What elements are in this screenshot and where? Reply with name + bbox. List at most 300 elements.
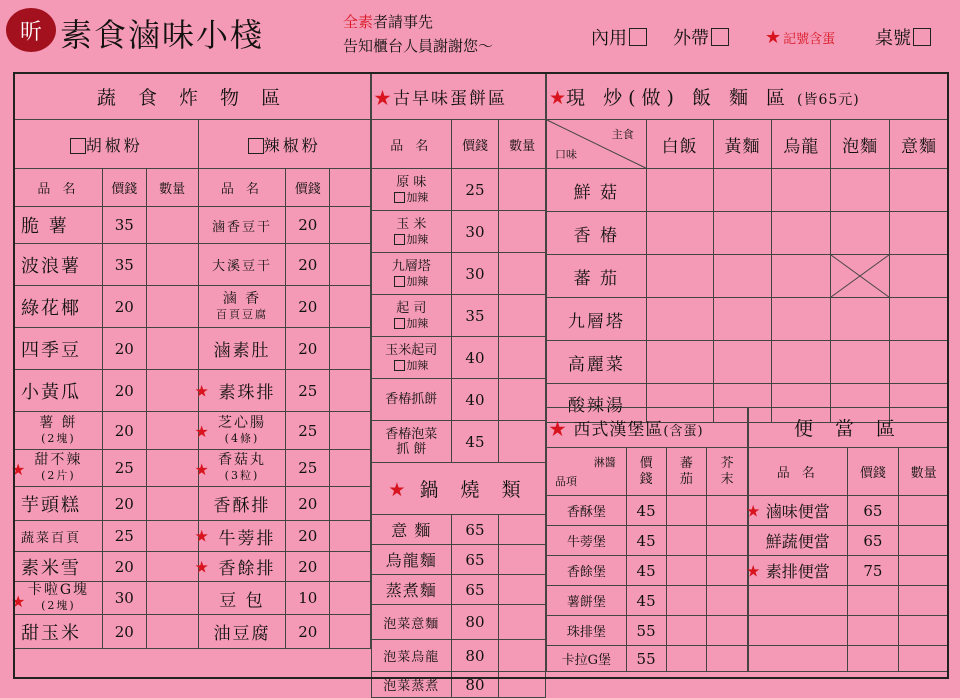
- item-name: [194, 521, 286, 552]
- item-name: [194, 450, 286, 487]
- item-name: [372, 575, 452, 605]
- item-name: [372, 515, 452, 545]
- item-price: [102, 412, 146, 450]
- taste-label: 口味: [555, 148, 577, 161]
- quantity-cell[interactable]: [899, 556, 949, 586]
- spicy-label: 加辣: [406, 316, 429, 330]
- bento-title: 便 當 區: [749, 408, 949, 448]
- item-name-text: 蔬菜百頁: [21, 530, 82, 546]
- item-name-text: 素米雪: [21, 557, 81, 579]
- ketchup-cell[interactable]: [666, 526, 707, 556]
- price-text: 25: [298, 421, 318, 440]
- rice-title: 現 炒(做) 飯 麵 區: [566, 87, 792, 109]
- star-icon: ★: [549, 420, 567, 440]
- order-cell[interactable]: [713, 298, 772, 341]
- ketchup-cell[interactable]: [666, 616, 707, 646]
- vegan-note-line2: 告知櫃台人員謝謝您～: [343, 37, 494, 55]
- item-name: [194, 552, 286, 582]
- order-cell[interactable]: [646, 212, 713, 255]
- table-row: [15, 487, 371, 521]
- empty-cell: [899, 646, 949, 672]
- flavor-label: 酸辣湯: [567, 395, 625, 416]
- take-out-label: 外帶: [673, 28, 709, 49]
- chili-checkbox[interactable]: [248, 138, 264, 154]
- spicy-option: [372, 232, 451, 247]
- spicy-checkbox[interactable]: [394, 276, 405, 287]
- price-text: 20: [114, 297, 134, 316]
- item-name: [194, 412, 286, 450]
- item-name-text: 滷 香: [222, 290, 262, 307]
- mustard-cell[interactable]: [707, 496, 748, 526]
- quantity-cell[interactable]: [499, 337, 546, 379]
- price-text: 20: [298, 216, 318, 234]
- take-out-checkbox[interactable]: [711, 28, 729, 46]
- item-name-text: 滷素肚: [213, 341, 271, 361]
- pot-title-cell: [372, 463, 546, 515]
- table-row: [15, 552, 371, 582]
- table-row: [15, 286, 371, 328]
- quantity-cell[interactable]: [330, 370, 371, 412]
- quantity-cell[interactable]: [146, 552, 198, 582]
- order-cell[interactable]: [831, 298, 890, 341]
- take-out-option[interactable]: [673, 24, 729, 50]
- unavailable-cell: [831, 255, 890, 298]
- item-name-text: 油豆腐: [213, 624, 271, 644]
- col-mustard-label: 芥末: [720, 455, 734, 487]
- star-icon: ★: [549, 87, 567, 109]
- item-name: [15, 615, 103, 649]
- quantity-cell[interactable]: [499, 211, 546, 253]
- pot-title: 鍋 燒 類: [419, 479, 529, 501]
- price-text: 20: [114, 557, 134, 576]
- item-name: [15, 487, 103, 521]
- quantity-cell[interactable]: [330, 487, 371, 521]
- table-row: [372, 211, 546, 253]
- price-text: 20: [114, 381, 134, 400]
- quantity-cell[interactable]: [499, 295, 546, 337]
- table-row: [547, 616, 748, 646]
- quantity-cell[interactable]: [330, 582, 371, 615]
- fried-table: [11, 73, 371, 649]
- quantity-cell[interactable]: [330, 286, 371, 328]
- item-name-text: 九層塔: [391, 258, 431, 274]
- item-name-text: 薯餅堡: [566, 595, 606, 610]
- order-cell[interactable]: [890, 255, 949, 298]
- table-row: [372, 545, 546, 575]
- item-name: [547, 616, 627, 646]
- price-text: 80: [465, 613, 485, 631]
- item-name-text: 素珠排: [218, 383, 276, 403]
- item-price: [451, 379, 499, 421]
- quantity-cell[interactable]: [330, 521, 371, 552]
- item-name: [372, 640, 452, 672]
- quantity-cell[interactable]: [330, 412, 371, 450]
- table-row: [372, 575, 546, 605]
- pancake-title-cell: [372, 74, 546, 120]
- price-text: 25: [298, 381, 318, 400]
- staple-header: [713, 120, 772, 169]
- table-row: [547, 298, 949, 341]
- empty-cell: [899, 586, 949, 616]
- vegan-note: [343, 10, 493, 58]
- table-row: [15, 328, 371, 370]
- order-cell[interactable]: [831, 169, 890, 212]
- quantity-cell[interactable]: [330, 244, 371, 286]
- price-text: 20: [298, 255, 318, 274]
- item-name: [198, 328, 286, 370]
- spicy-label: 加辣: [406, 232, 429, 246]
- col-price: 價錢: [847, 448, 899, 496]
- item-price: [286, 450, 330, 487]
- quantity-cell[interactable]: [899, 496, 949, 526]
- item-price: [286, 244, 330, 286]
- item-price: [847, 496, 899, 526]
- item-name-text: 四季豆: [21, 339, 81, 361]
- staple-label: 意麵: [901, 136, 938, 157]
- table-row: [372, 672, 546, 698]
- price-text: 55: [636, 649, 656, 668]
- item-name: [194, 370, 286, 412]
- price-text: 25: [298, 459, 318, 477]
- rice-title-note: (皆65元): [797, 92, 860, 108]
- ketchup-cell[interactable]: [666, 646, 707, 672]
- item-price: [286, 370, 330, 412]
- quantity-cell[interactable]: [146, 487, 198, 521]
- table-row: [547, 169, 949, 212]
- quantity-cell[interactable]: [499, 379, 546, 421]
- item-note: (3粒): [224, 469, 260, 482]
- rice-title-cell: [547, 74, 949, 120]
- table-row: [749, 526, 949, 556]
- price-text: 30: [465, 264, 485, 283]
- item-name: [198, 487, 286, 521]
- dine-in-option[interactable]: [591, 24, 647, 50]
- dine-in-checkbox[interactable]: [629, 28, 647, 46]
- item-name: [15, 521, 103, 552]
- item-name: [15, 286, 103, 328]
- item-price: [102, 582, 146, 615]
- price-text: 20: [298, 339, 318, 358]
- quantity-cell[interactable]: [146, 286, 198, 328]
- quantity-cell[interactable]: [499, 169, 546, 211]
- item-price: [102, 370, 146, 412]
- star-icon: ★: [11, 592, 26, 611]
- quantity-cell[interactable]: [499, 672, 546, 698]
- table-row: [15, 244, 371, 286]
- item-name-text: 脆 薯: [21, 216, 69, 237]
- item-price: [102, 521, 146, 552]
- order-cell[interactable]: [831, 212, 890, 255]
- dine-in-label: 內用: [591, 28, 627, 49]
- price-text: 45: [636, 591, 656, 610]
- item-name-text: 泡菜烏龍: [383, 650, 440, 665]
- shop-name: 素食滷味小棧: [60, 16, 265, 54]
- item-name: [198, 244, 286, 286]
- item-price: [286, 552, 330, 582]
- item-name: [547, 496, 627, 526]
- ketchup-cell[interactable]: [666, 586, 707, 616]
- item-name: [372, 545, 452, 575]
- item-name-text: 香餘排: [218, 559, 276, 579]
- item-price: [451, 515, 499, 545]
- item-name: [746, 556, 848, 586]
- order-cell[interactable]: [646, 341, 713, 384]
- quantity-cell[interactable]: [499, 640, 546, 672]
- spicy-checkbox[interactable]: [394, 192, 405, 203]
- price-text: 25: [114, 459, 134, 477]
- price-text: 25: [465, 180, 485, 199]
- order-cell[interactable]: [890, 298, 949, 341]
- item-price: [451, 605, 499, 640]
- mustard-cell[interactable]: [707, 646, 748, 672]
- item-name-text: 滷味便當: [765, 502, 830, 521]
- flavor-name: [547, 255, 647, 298]
- empty-cell: [899, 616, 949, 646]
- mustard-cell[interactable]: [707, 616, 748, 646]
- item-price: [626, 616, 666, 646]
- col-name: 品 名: [749, 448, 848, 496]
- price-text: 45: [636, 561, 656, 580]
- spicy-label: 加辣: [406, 274, 429, 288]
- spicy-checkbox[interactable]: [394, 360, 405, 371]
- flavor-label: 香 椿: [573, 225, 620, 246]
- table-number-box[interactable]: [913, 28, 931, 46]
- order-cell[interactable]: [646, 255, 713, 298]
- quantity-cell[interactable]: [146, 328, 198, 370]
- order-cell[interactable]: [890, 341, 949, 384]
- sauce-label: 淋醬: [593, 456, 616, 469]
- item-name: [198, 286, 286, 328]
- item-name: [372, 295, 452, 337]
- item-name-text: 芝心腸: [217, 414, 266, 431]
- item-price: [451, 253, 499, 295]
- item-name: [198, 207, 286, 244]
- order-cell[interactable]: [713, 255, 772, 298]
- mustard-cell[interactable]: [707, 526, 748, 556]
- item-name-text: 波浪薯: [21, 255, 81, 277]
- star-icon: ★: [388, 479, 406, 501]
- burger-title: 西式漢堡區: [573, 420, 664, 440]
- price-text: 65: [465, 580, 485, 599]
- order-cell[interactable]: [772, 298, 831, 341]
- item-price: [286, 412, 330, 450]
- item-price: [102, 286, 146, 328]
- order-cell[interactable]: [772, 341, 831, 384]
- item-name: [547, 646, 627, 672]
- fried-title: 蔬 食 炸 物 區: [15, 74, 371, 120]
- table-row: [372, 337, 546, 379]
- price-text: 65: [465, 550, 485, 569]
- table-row: [15, 207, 371, 244]
- quantity-cell[interactable]: [146, 412, 198, 450]
- flavor-name: [547, 341, 647, 384]
- order-cell[interactable]: [713, 169, 772, 212]
- table-row: [15, 370, 371, 412]
- chili-label: 辣椒粉: [263, 135, 321, 155]
- item-price: [626, 496, 666, 526]
- item-name-text: 小黃瓜: [21, 381, 81, 403]
- item-name: [547, 526, 627, 556]
- order-cell[interactable]: [713, 341, 772, 384]
- bento-table: [748, 407, 949, 672]
- item-name: [15, 328, 103, 370]
- pepper-checkbox[interactable]: [70, 138, 86, 154]
- pepper-label: 胡椒粉: [85, 135, 143, 155]
- quantity-cell[interactable]: [146, 450, 198, 487]
- col-qty: 數量: [146, 169, 198, 207]
- item-price: [286, 615, 330, 649]
- price-text: 10: [298, 589, 318, 607]
- flavor-label: 鮮 菇: [573, 182, 620, 203]
- order-cell[interactable]: [890, 212, 949, 255]
- table-row: [372, 253, 546, 295]
- item-name-text: 玉米起司: [385, 342, 438, 358]
- item-price: [286, 286, 330, 328]
- item-price: [451, 640, 499, 672]
- staple-label: 白飯: [661, 136, 698, 157]
- quantity-cell[interactable]: [499, 545, 546, 575]
- price-text: 65: [863, 531, 883, 550]
- order-cell[interactable]: [772, 255, 831, 298]
- ketchup-cell[interactable]: [666, 556, 707, 586]
- item-name-text-2: 抓 餅: [396, 441, 427, 457]
- price-text: 80: [465, 646, 485, 665]
- item-name-text: 牛蒡排: [218, 528, 276, 549]
- table-number-field[interactable]: [875, 24, 931, 50]
- quantity-cell[interactable]: [499, 253, 546, 295]
- flavor-label: 高麗菜: [567, 354, 625, 375]
- star-icon: ★: [374, 89, 393, 109]
- quantity-cell[interactable]: [499, 515, 546, 545]
- item-name: [11, 582, 103, 615]
- quantity-cell[interactable]: [146, 244, 198, 286]
- order-cell[interactable]: [890, 169, 949, 212]
- empty-cell: [847, 616, 899, 646]
- item-name-text: 薯 餅: [39, 414, 78, 431]
- item-name: [547, 586, 627, 616]
- order-cell[interactable]: [646, 169, 713, 212]
- col-qty: 數量: [499, 120, 546, 169]
- empty-row: [749, 586, 949, 616]
- item-price: [451, 169, 499, 211]
- price-text: 30: [114, 589, 134, 607]
- quantity-cell[interactable]: [146, 582, 198, 615]
- item-name: [372, 211, 452, 253]
- col-mustard: [707, 448, 748, 496]
- table-row: [372, 605, 546, 640]
- pepper-option[interactable]: [15, 120, 199, 169]
- price-text: 65: [863, 501, 883, 520]
- price-text: 20: [114, 421, 134, 440]
- item-name: [15, 552, 103, 582]
- quantity-cell[interactable]: [499, 605, 546, 640]
- price-text: 20: [298, 557, 318, 576]
- mustard-cell[interactable]: [707, 586, 748, 616]
- table-row: [15, 582, 371, 615]
- item-name: [15, 370, 103, 412]
- quantity-cell[interactable]: [330, 207, 371, 244]
- item-price: [102, 207, 146, 244]
- main-label: 主食: [611, 128, 634, 141]
- ketchup-cell[interactable]: [666, 496, 707, 526]
- item-price: [286, 521, 330, 552]
- item-name: [15, 207, 103, 244]
- item-name-text: 香菇丸: [217, 452, 266, 468]
- order-cell[interactable]: [772, 212, 831, 255]
- quantity-cell[interactable]: [499, 575, 546, 605]
- quantity-cell[interactable]: [330, 450, 371, 487]
- rice-table: [546, 73, 949, 423]
- vegan-note-red: 全素: [343, 13, 374, 31]
- egg-legend: [765, 27, 835, 48]
- mustard-cell[interactable]: [707, 556, 748, 586]
- cross-icon: [831, 255, 889, 297]
- item-note: (4條): [224, 431, 260, 445]
- order-cell[interactable]: [646, 298, 713, 341]
- price-text: 45: [636, 531, 656, 550]
- spicy-option: [372, 316, 451, 331]
- item-name-text: 豆 包: [219, 590, 265, 611]
- spicy-checkbox[interactable]: [394, 234, 405, 245]
- item-price: [286, 207, 330, 244]
- pancake-table: [371, 73, 546, 698]
- item-price: [451, 211, 499, 253]
- quantity-cell[interactable]: [146, 370, 198, 412]
- price-text: 20: [298, 622, 318, 641]
- item-price: [102, 615, 146, 649]
- quantity-cell[interactable]: [330, 615, 371, 649]
- egg-legend-label: 記號含蛋: [783, 32, 836, 47]
- item-price: [286, 487, 330, 521]
- price-text: 20: [114, 622, 134, 641]
- price-text: 35: [114, 216, 134, 234]
- quantity-cell[interactable]: [330, 552, 371, 582]
- flavor-label: 九層塔: [567, 311, 625, 332]
- quantity-cell[interactable]: [146, 207, 198, 244]
- quantity-cell[interactable]: [499, 421, 546, 463]
- item-name-text: 香酥排: [213, 496, 271, 516]
- star-icon: ★: [194, 557, 209, 576]
- item-name: [372, 337, 452, 379]
- main-taste-header: [547, 120, 647, 169]
- item-price: [451, 337, 499, 379]
- item-name: [198, 615, 286, 649]
- order-cell[interactable]: [831, 341, 890, 384]
- quantity-cell[interactable]: [146, 615, 198, 649]
- quantity-cell[interactable]: [899, 526, 949, 556]
- order-cell[interactable]: [772, 169, 831, 212]
- spicy-checkbox[interactable]: [394, 318, 405, 329]
- order-cell[interactable]: [713, 212, 772, 255]
- price-text: 20: [114, 494, 134, 513]
- item-name-text: 滷香豆干: [211, 219, 272, 235]
- item-name-text: 素排便當: [765, 562, 830, 581]
- quantity-cell[interactable]: [330, 328, 371, 370]
- shop-logo: [6, 8, 56, 52]
- quantity-cell[interactable]: [146, 521, 198, 552]
- table-row: [372, 640, 546, 672]
- staple-header: [890, 120, 949, 169]
- vegan-note-rest: 者請事先: [373, 13, 434, 31]
- item-price: [102, 552, 146, 582]
- item-name-text: 意 麵: [391, 521, 432, 540]
- staple-header: [831, 120, 890, 169]
- table-row: [749, 556, 949, 586]
- chili-option[interactable]: [198, 120, 370, 169]
- item-price: [626, 556, 666, 586]
- staple-label: 泡麵: [842, 136, 879, 157]
- star-icon: ★: [746, 561, 761, 580]
